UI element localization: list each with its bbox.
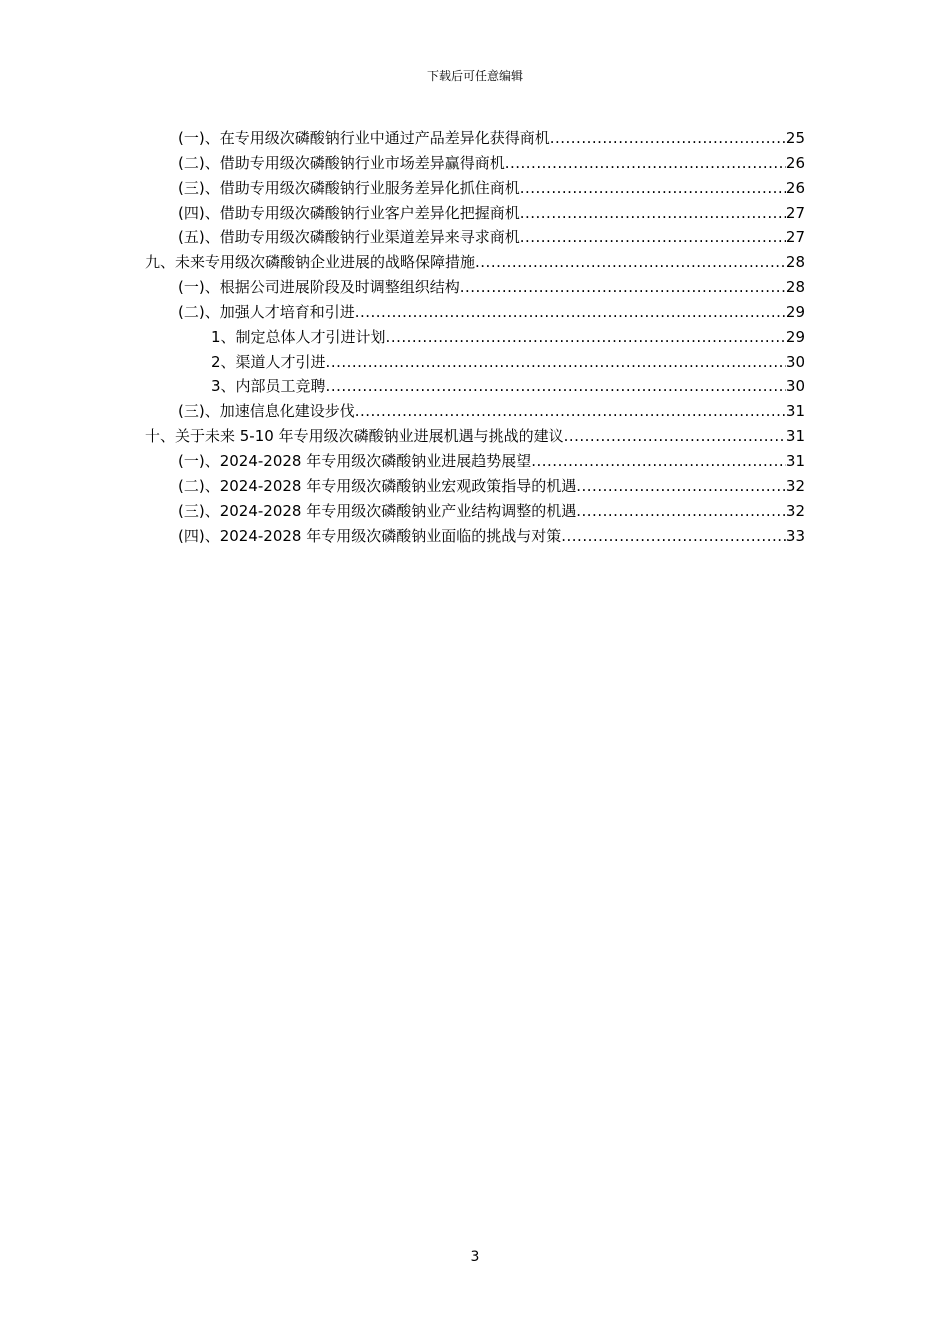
toc-dot-leader bbox=[576, 474, 786, 498]
toc-entry-page: 27 bbox=[785, 203, 805, 222]
toc-entry-page: 31 bbox=[785, 427, 805, 446]
toc-entry-title: (三)、借助专用级次磷酸钠行业服务差异化抓住商机 bbox=[178, 178, 520, 197]
toc-entry[interactable] bbox=[0, 151, 950, 176]
toc-dot-leader bbox=[475, 250, 786, 274]
toc-dot-leader bbox=[355, 399, 786, 423]
toc-entry[interactable] bbox=[0, 350, 950, 375]
toc-entry[interactable] bbox=[0, 449, 950, 474]
toc-dot-leader bbox=[520, 176, 786, 200]
toc-dot-leader bbox=[326, 350, 786, 374]
toc-entry-page: 27 bbox=[785, 228, 805, 247]
toc-entry[interactable] bbox=[0, 474, 950, 499]
toc-entry[interactable] bbox=[0, 225, 950, 250]
toc-entry-title: (一)、2024-2028 年专用级次磷酸钠业进展趋势展望 bbox=[178, 451, 532, 470]
toc-dot-leader bbox=[505, 151, 786, 175]
toc-entry-page: 32 bbox=[785, 501, 805, 520]
toc-entry-title: 2、渠道人才引进 bbox=[211, 352, 326, 371]
toc-dot-leader bbox=[576, 499, 786, 523]
toc-entry-page: 28 bbox=[785, 278, 805, 297]
toc-entry[interactable] bbox=[0, 126, 950, 151]
toc-dot-leader bbox=[386, 325, 786, 349]
toc-entry-title: (二)、2024-2028 年专用级次磷酸钠业宏观政策指导的机遇 bbox=[178, 476, 577, 495]
toc-entry[interactable] bbox=[0, 201, 950, 226]
toc-dot-leader bbox=[520, 225, 786, 249]
table-of-contents bbox=[0, 126, 950, 548]
toc-entry[interactable] bbox=[0, 325, 950, 350]
toc-entry[interactable] bbox=[0, 424, 950, 449]
toc-entry-title: (四)、借助专用级次磷酸钠行业客户差异化把握商机 bbox=[178, 203, 520, 222]
toc-entry-title: (二)、借助专用级次磷酸钠行业市场差异赢得商机 bbox=[178, 153, 505, 172]
toc-dot-leader bbox=[564, 424, 786, 448]
toc-entry-title: (三)、加速信息化建设步伐 bbox=[178, 402, 355, 421]
toc-dot-leader bbox=[550, 126, 786, 150]
toc-entry-page: 26 bbox=[785, 178, 805, 197]
toc-entry[interactable] bbox=[0, 399, 950, 424]
toc-entry-title: (五)、借助专用级次磷酸钠行业渠道差异来寻求商机 bbox=[178, 228, 520, 247]
toc-dot-leader bbox=[326, 374, 786, 398]
toc-entry-page: 31 bbox=[785, 402, 805, 421]
toc-entry-title: 3、内部员工竞聘 bbox=[211, 377, 326, 396]
toc-entry-page: 33 bbox=[785, 526, 805, 545]
toc-entry-title: (一)、在专用级次磷酸钠行业中通过产品差异化获得商机 bbox=[178, 129, 550, 147]
toc-entry-title: (四)、2024-2028 年专用级次磷酸钠业面临的挑战与对策 bbox=[178, 526, 562, 545]
toc-entry-title: 1、制定总体人才引进计划 bbox=[211, 327, 386, 346]
toc-entry[interactable] bbox=[0, 499, 950, 524]
toc-dot-leader bbox=[531, 449, 786, 473]
toc-entry[interactable] bbox=[0, 176, 950, 201]
toc-entry-page: 30 bbox=[785, 352, 805, 371]
toc-entry[interactable] bbox=[0, 300, 950, 325]
toc-entry-page: 32 bbox=[785, 476, 805, 495]
toc-entry-page: 29 bbox=[785, 302, 805, 321]
toc-entry-page: 28 bbox=[785, 253, 805, 272]
toc-entry[interactable] bbox=[0, 250, 950, 275]
toc-dot-leader bbox=[561, 524, 786, 548]
toc-dot-leader bbox=[460, 275, 786, 299]
toc-entry-page: 25 bbox=[785, 129, 805, 147]
toc-dot-leader bbox=[355, 300, 786, 324]
toc-entry-title: (二)、加强人才培育和引进 bbox=[178, 302, 355, 321]
page-header: 下载后可任意编辑 bbox=[426, 69, 523, 83]
page-number: 3 bbox=[470, 1249, 480, 1265]
toc-dot-leader bbox=[520, 201, 786, 225]
toc-entry-page: 29 bbox=[785, 327, 805, 346]
toc-entry[interactable] bbox=[0, 374, 950, 399]
toc-entry-page: 26 bbox=[785, 153, 805, 172]
toc-entry[interactable] bbox=[0, 524, 950, 549]
toc-entry-page: 30 bbox=[785, 377, 805, 396]
toc-entry-title: (一)、根据公司进展阶段及时调整组织结构 bbox=[178, 278, 460, 297]
toc-entry-title: 十、关于未来 5-10 年专用级次磷酸钠业进展机遇与挑战的建议 bbox=[145, 427, 564, 446]
toc-entry-title: (三)、2024-2028 年专用级次磷酸钠业产业结构调整的机遇 bbox=[178, 501, 577, 520]
toc-entry-page: 31 bbox=[785, 451, 805, 470]
toc-entry[interactable] bbox=[0, 275, 950, 300]
toc-entry-title: 九、未来专用级次磷酸钠企业进展的战略保障措施 bbox=[145, 253, 476, 272]
